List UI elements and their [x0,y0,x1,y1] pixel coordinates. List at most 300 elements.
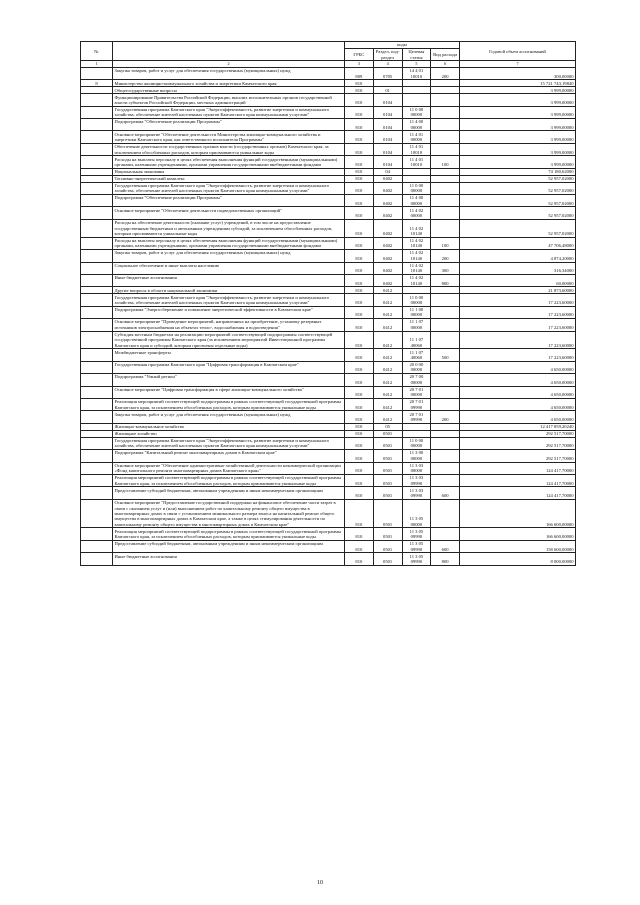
cell-type [431,331,460,349]
cell-sum: 3 999,00000 [460,87,576,94]
table-row [81,175,576,182]
cell-grbs: 810 [345,398,374,410]
cell-target: 11 0 00 00000 [402,182,431,194]
cell-grbs: 809 [345,67,374,79]
cell-type [431,462,460,474]
cell-num [81,319,113,331]
table-row [81,87,576,94]
header-codes: коды [345,42,460,49]
cell-section: 0402 [373,274,402,286]
cell-name: Национальная экономика [113,168,345,175]
cell-name: Реализация мероприятий соответствующей подпрограммы в рамках соответствующей государственной программы Камчатского края, за исключением обособленных расходов, которым присваиваются уникальные коды [113,398,345,410]
cell-num [81,361,113,373]
cell-sum: 52 957,02000 [460,175,576,182]
cell-num [81,475,113,487]
cell-name: Подпрограмма "Энергосбережение и повышение энергетической эффективности в Камчатском крае" [113,306,345,318]
cell-type [431,361,460,373]
column-index: 6 [431,61,460,67]
cell-target: 11 4 01 10010 [402,143,431,155]
cell-target: 11 4 02 10140 [402,262,431,274]
cell-section: 0412 [373,398,402,410]
cell-num [81,175,113,182]
cell-section: 0705 [373,67,402,79]
page-number: 10 [317,880,323,886]
table-row [81,106,576,118]
cell-target [402,94,431,106]
cell-type [431,398,460,410]
cell-num [81,437,113,449]
table-row [81,331,576,349]
cell-section: 04 [373,168,402,175]
table-row [81,423,576,430]
cell-grbs: 810 [345,361,374,373]
cell-name: Государственная программа Камчатского края "Энергоэффективность, развитие энергетики и коммунального хозяйства, обеспечение жителей населенных пунктов Камчатского края коммунальными услугами" [113,106,345,118]
cell-type [431,528,460,540]
cell-grbs: 810 [345,119,374,131]
cell-name: Подпрограмма "Обеспечение реализации Программы" [113,119,345,131]
table-row [81,319,576,331]
cell-num [81,262,113,274]
cell-type [431,374,460,386]
cell-name: Подпрограмма "Обеспечение реализации Программы" [113,195,345,207]
cell-grbs: 810 [345,528,374,540]
cell-num [81,398,113,410]
cell-name: Предоставление субсидий бюджетным, автономным учреждениям и иным некоммерческим организациям [113,487,345,499]
cell-num [81,294,113,306]
table-row [81,262,576,274]
cell-name: Закупка товаров, работ и услуг для обеспечения государственных (муниципальных) нужд [113,250,345,262]
cell-section [373,80,402,87]
cell-sum: 166 600,00000 [460,528,576,540]
cell-num [81,131,113,143]
column-index: 1 [81,61,113,67]
cell-section: 0412 [373,386,402,398]
cell-target: 11 3 05 00000 [402,499,431,528]
cell-sum: 124 417,70000 [460,475,576,487]
cell-type [431,106,460,118]
cell-name: Расходы на выплаты персоналу в целях обеспечения выполнения функций государственными (муниципальными) органами, казенными учреждениями, органами управления государственными внебюджетными фондами [113,237,345,249]
table-row [81,287,576,294]
cell-name: Другие вопросы в области национальной экономики [113,287,345,294]
cell-target: 11 4 02 10140 [402,219,431,237]
cell-type [431,287,460,294]
cell-target: 11 4 01 00000 [402,131,431,143]
cell-grbs: 810 [345,87,374,94]
cell-num [81,143,113,155]
table-row [81,374,576,386]
cell-sum: 4 650,00000 [460,374,576,386]
cell-grbs: 810 [345,287,374,294]
cell-section: 0402 [373,182,402,194]
cell-grbs: 810 [345,94,374,106]
table-row [81,499,576,528]
cell-target: 11 1 07 40060 [402,349,431,361]
cell-type [431,475,460,487]
cell-target: 11 4 02 10140 [402,237,431,249]
cell-name: Подпрограмма "Капитальный ремонт многоквартирных домов в Камчатском крае" [113,450,345,462]
cell-sum: 166 600,00000 [460,499,576,528]
header-target: Целевая статья [402,49,431,61]
header-row-1 [81,42,576,49]
cell-sum: 300,00000 [460,67,576,79]
cell-name: Реализация мероприятий соответствующей подпрограммы в рамках соответствующей государственной программы Камчатского края, за исключением обособленных расходов, которым присваиваются уникальные коды [113,475,345,487]
cell-grbs: 810 [345,80,374,87]
cell-target: 11 1 07 00000 [402,319,431,331]
cell-name: Государственная программа Камчатского края "Цифровая трансформация в Камчатском крае" [113,361,345,373]
cell-name: Предоставление субсидий бюджетным, автономным учреждениям и иным некоммерческим организациям [113,540,345,552]
cell-num [81,423,113,430]
cell-num [81,553,113,565]
table-row [81,450,576,462]
cell-name: Социальное обеспечение и иные выплаты населению [113,262,345,274]
cell-grbs: 810 [345,195,374,207]
cell-grbs: 810 [345,437,374,449]
cell-num [81,499,113,528]
table-row [81,143,576,155]
cell-name: Закупка товаров, работ и услуг для обеспечения государственных (муниципальных) нужд [113,411,345,423]
cell-name: Расходы на выплаты персоналу в целях обеспечения выполнения функций государственными (муниципальными) органами, казенными учреждениями, органами управления государственными внебюджетными фондами [113,156,345,168]
table-row [81,250,576,262]
cell-sum: 12 417 859,20240 [460,423,576,430]
cell-type [431,437,460,449]
cell-target: 11 0 00 00000 [402,294,431,306]
cell-grbs: 810 [345,207,374,219]
cell-type [431,499,460,528]
cell-section: 0104 [373,119,402,131]
cell-grbs: 810 [345,487,374,499]
cell-num [81,250,113,262]
cell-section: 0104 [373,143,402,155]
cell-sum: 4 650,00000 [460,398,576,410]
cell-sum: 4 874,20000 [460,250,576,262]
cell-grbs: 810 [345,411,374,423]
table-row [81,168,576,175]
cell-section: 0501 [373,499,402,528]
cell-num [81,237,113,249]
cell-num [81,331,113,349]
cell-sum: 52 957,02000 [460,207,576,219]
cell-sum: 158 600,00000 [460,540,576,552]
cell-grbs: 810 [345,386,374,398]
cell-type [431,94,460,106]
cell-section: 0412 [373,349,402,361]
cell-num [81,306,113,318]
cell-grbs: 810 [345,331,374,349]
cell-type [431,80,460,87]
table-row [81,195,576,207]
cell-grbs: 810 [345,175,374,182]
column-index: 3 [345,61,374,67]
table-row [81,67,576,79]
cell-sum: 3 999,00000 [460,94,576,106]
table-row [81,553,576,565]
cell-section: 0501 [373,540,402,552]
cell-name: Государственная программа Камчатского края "Энергоэффективность, развитие энергетики и коммунального хозяйства, обеспечение жителей населенных пунктов Камчатского края коммунальными услугами" [113,182,345,194]
cell-section: 0402 [373,195,402,207]
column-index: 5 [402,61,431,67]
cell-name: Основное мероприятие "Обеспечение деятельности Министерства жилищно-коммунального хозяйства и энергетики Камчатского края, как ответственного исполнителя Программы" [113,131,345,143]
table-row [81,182,576,194]
cell-name: Закупка товаров, работ и услуг для обеспечения государственных (муниципальных) нужд [113,67,345,79]
cell-sum: 17 223,60000 [460,349,576,361]
cell-grbs: 810 [345,374,374,386]
cell-type [431,319,460,331]
cell-section: 0501 [373,487,402,499]
table-row [81,487,576,499]
cell-grbs: 810 [345,106,374,118]
cell-type [431,87,460,94]
header-grbs: ГРБС [345,49,374,61]
cell-target: 11 4 02 10140 [402,250,431,262]
cell-name: Государственная программа Камчатского края "Энергоэффективность, развитие энергетики и коммунального хозяйства, обеспечение жителей населенных пунктов Камчатского края коммунальными услугами" [113,437,345,449]
cell-num [81,487,113,499]
table-row [81,306,576,318]
cell-target: 11 4 02 00000 [402,207,431,219]
cell-name: Министерство жилищно-коммунального хозяйства и энергетики Камчатского края [113,80,345,87]
cell-type [431,175,460,182]
cell-type: 500 [431,349,460,361]
cell-grbs: 810 [345,319,374,331]
cell-type [431,143,460,155]
cell-num [81,207,113,219]
cell-section: 0412 [373,306,402,318]
cell-target: 11 4 01 10010 [402,156,431,168]
cell-type: 200 [431,411,460,423]
cell-num [81,374,113,386]
cell-grbs: 810 [345,156,374,168]
table-row [81,156,576,168]
cell-name: Расходы на обеспечение деятельности (оказание услуг) учреждений, в том числе на предоставление государственным бюджетным и автономным учреждениям субсидий, за исключением обособленных расходов, которым присваиваются уникальные коды [113,219,345,237]
cell-sum: 4 650,00000 [460,361,576,373]
cell-sum: 3 999,00000 [460,143,576,155]
cell-sum: 4 650,00000 [460,386,576,398]
cell-type: 100 [431,237,460,249]
cell-type: 800 [431,553,460,565]
cell-name: Жилищно-коммунальное хозяйство [113,423,345,430]
cell-target [402,168,431,175]
cell-name: Основное мероприятие "Цифровая трансформация в сфере жилищно-коммунального хозяйства" [113,386,345,398]
cell-type [431,306,460,318]
cell-section: 0501 [373,462,402,474]
cell-target [402,80,431,87]
cell-sum: 47 706,48000 [460,237,576,249]
cell-type: 200 [431,67,460,79]
cell-sum: 3 999,00000 [460,119,576,131]
cell-name: Обеспечение деятельности государственных органов власти (государственных органов) Камчатского края, за исключением обособленных расходов, которым присваиваются уникальные коды [113,143,345,155]
cell-target: 11 1 07 40060 [402,331,431,349]
cell-type [431,207,460,219]
cell-type: 300 [431,262,460,274]
cell-grbs: 810 [345,168,374,175]
cell-target: 11 3 03 00000 [402,462,431,474]
table-row [81,131,576,143]
table-body [81,61,576,565]
cell-section: 0501 [373,437,402,449]
cell-num [81,430,113,437]
cell-target: 11 0 00 00000 [402,437,431,449]
cell-num [81,106,113,118]
cell-sum: 8 000,00000 [460,553,576,565]
cell-num [81,274,113,286]
cell-sum: 15 721 743,19840 [460,80,576,87]
cell-name: Субсидия местным бюджетам на реализацию мероприятий соответствующей подпрограммы соответствующей государственной программы Камчатского края (за исключением мероприятий Инвестиционной программы Камчатского края и субсидий, которым присвоены отдельные коды) [113,331,345,349]
cell-name: Основное мероприятие "Обеспечение административно-хозяйственной деятельности некоммерческой организации «Фонд капитального ремонта многоквартирных домов Камчатского края»" [113,462,345,474]
table-row [81,361,576,373]
table-row [81,430,576,437]
cell-type [431,386,460,398]
cell-target: 11 3 03 09990 [402,487,431,499]
cell-name: Основное мероприятие "Проведение мероприятий, направленных на приобретение, установку резервных источников электроснабжения на объектах тепло-, водоснабжения и водоотведения" [113,319,345,331]
cell-section: 0412 [373,331,402,349]
cell-target: 11 4 00 00000 [402,119,431,131]
cell-target: 11 3 05 09990 [402,540,431,552]
cell-grbs: 810 [345,540,374,552]
cell-num [81,386,113,398]
cell-target [402,423,431,430]
cell-grbs: 810 [345,423,374,430]
cell-grbs: 810 [345,237,374,249]
table-row [81,437,576,449]
cell-sum: 17 223,60000 [460,306,576,318]
cell-num [81,462,113,474]
cell-grbs: 810 [345,182,374,194]
budget-table [80,41,576,566]
cell-target: 11 4 00 00000 [402,195,431,207]
cell-sum: 3 999,00000 [460,106,576,118]
cell-sum: 292 517,70000 [460,437,576,449]
cell-section: 0412 [373,374,402,386]
cell-sum: 52 957,02000 [460,195,576,207]
table-row [81,528,576,540]
cell-sum: 292 517,70000 [460,450,576,462]
cell-num [81,219,113,237]
cell-sum: 60,00000 [460,274,576,286]
table-row [81,274,576,286]
cell-type: 800 [431,274,460,286]
cell-sum: 316,34000 [460,262,576,274]
cell-target: 11 3 05 09990 [402,528,431,540]
cell-section: 0501 [373,450,402,462]
table-row [81,386,576,398]
cell-num [81,411,113,423]
table-row [81,237,576,249]
cell-num [81,168,113,175]
cell-target: 20 7 01 00000 [402,386,431,398]
cell-sum: 124 417,70000 [460,487,576,499]
cell-type: 100 [431,156,460,168]
cell-type: 600 [431,487,460,499]
cell-grbs: 810 [345,349,374,361]
cell-type [431,131,460,143]
cell-sum: 3 999,00000 [460,131,576,143]
cell-name: Иные бюджетные ассигнования [113,274,345,286]
cell-section: 0402 [373,219,402,237]
cell-sum: 52 957,02000 [460,182,576,194]
column-index: 4 [373,61,402,67]
table-row [81,94,576,106]
table-row [81,475,576,487]
header-sum: Годовой объем ассигнований [460,42,576,61]
cell-grbs: 810 [345,219,374,237]
table-row [81,411,576,423]
header-section: Раздел, под-раздел [373,49,402,61]
cell-num [81,182,113,194]
table-row [81,294,576,306]
table-row [81,80,576,87]
table-row [81,207,576,219]
cell-grbs: 810 [345,475,374,487]
cell-grbs: 810 [345,450,374,462]
cell-section: 05 [373,423,402,430]
cell-section: 0412 [373,287,402,294]
cell-target: 11 4 02 10140 [402,274,431,286]
header-type: Вид расхода [431,49,460,61]
cell-target [402,430,431,437]
table-row [81,540,576,552]
header-name [113,42,345,61]
cell-grbs: 810 [345,274,374,286]
cell-target: 20 0 00 00000 [402,361,431,373]
cell-name: Основное мероприятие "Предоставление государственной поддержки на финансовое обеспечение части затрат в связи с оказанием услуг и (или) выполнением работ по капитальному ремонту общего имущества в многоквартирных домах в связи с установлением минимального размера взноса на капитальный ремонт общего имущества в многоквартирных домах в Камчатском крае, а также в целях стимулирования деятельности по капитальному ремонту общего имущества в многоквартирных домах в Камчатском крае" [113,499,345,528]
cell-type [431,450,460,462]
cell-sum: 52 957,02000 [460,219,576,237]
cell-target: 20 7 00 00000 [402,374,431,386]
cell-type [431,195,460,207]
cell-type [431,182,460,194]
cell-section: 0501 [373,553,402,565]
cell-num [81,195,113,207]
cell-num [81,94,113,106]
cell-sum: 17 223,60000 [460,319,576,331]
cell-target [402,287,431,294]
cell-name: Жилищное хозяйство [113,430,345,437]
cell-section: 0501 [373,430,402,437]
cell-num: 8 [81,80,113,87]
cell-target: 14 4 01 10010 [402,67,431,79]
cell-sum: 3 999,00000 [460,156,576,168]
cell-type [431,294,460,306]
cell-name: Топливно-энергетический комплекс [113,175,345,182]
cell-type [431,423,460,430]
cell-name: Общегосударственные вопросы [113,87,345,94]
cell-target: 20 7 01 09990 [402,411,431,423]
cell-sum: 17 223,60000 [460,331,576,349]
cell-section: 0104 [373,131,402,143]
cell-section: 0402 [373,207,402,219]
cell-type [431,430,460,437]
cell-num [81,67,113,79]
table-row [81,349,576,361]
cell-num [81,287,113,294]
cell-target: 11 3 03 09990 [402,475,431,487]
cell-name: Основное мероприятие "Обеспечение деятельности подведомственных организаций" [113,207,345,219]
cell-target [402,175,431,182]
cell-type [431,168,460,175]
cell-num [81,349,113,361]
cell-grbs: 810 [345,306,374,318]
cell-section: 0412 [373,361,402,373]
cell-target [402,87,431,94]
cell-name: Функционирование Правительства Российской Федерации, высших исполнительных органов государственной власти субъектов Российской Федерации, местных администраций [113,94,345,106]
cell-num [81,540,113,552]
cell-grbs: 810 [345,294,374,306]
table-row [81,219,576,237]
cell-target: 11 1 00 00000 [402,306,431,318]
cell-section: 0402 [373,250,402,262]
cell-sum: 17 223,60000 [460,294,576,306]
table-row [81,462,576,474]
cell-target: 11 3 00 00000 [402,450,431,462]
